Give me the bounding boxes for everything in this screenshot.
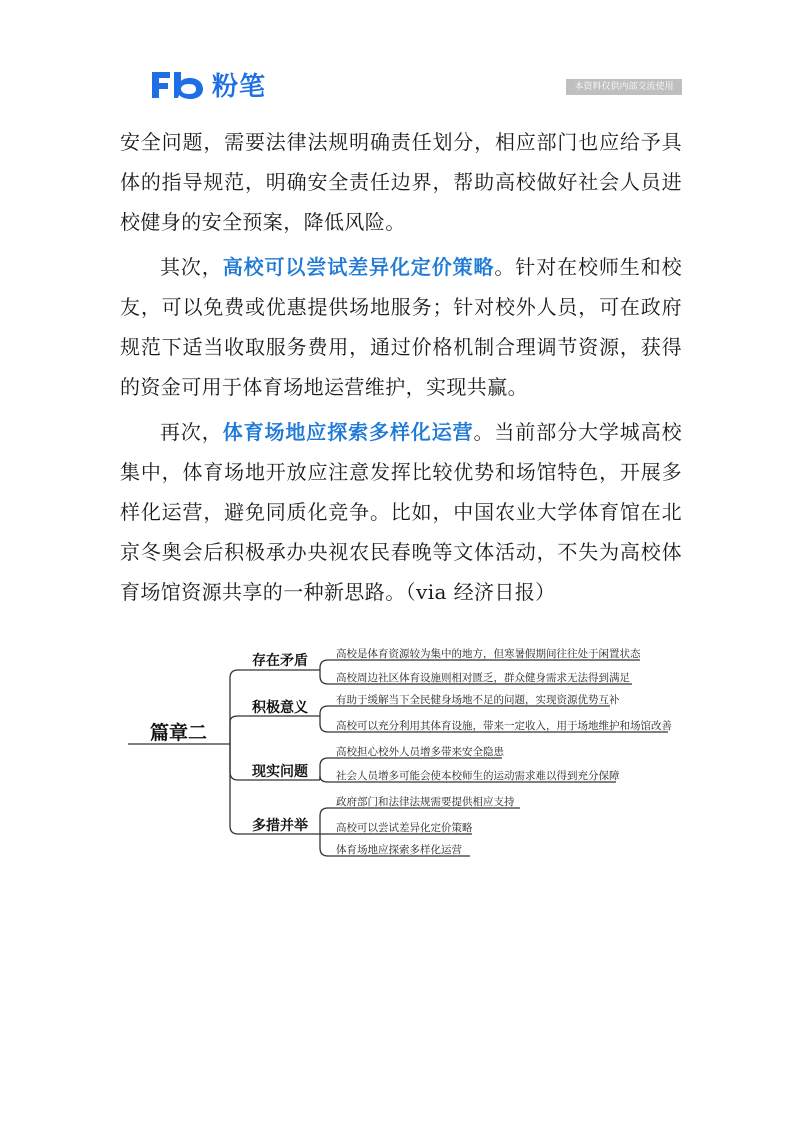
branch-label-4: 多措并举 bbox=[252, 818, 308, 834]
page-header bbox=[0, 0, 800, 110]
leaf-1-2: 高校周边社区体育设施则相对匮乏，群众健身需求无法得到满足 bbox=[336, 672, 630, 684]
leaf-1-1: 高校是体育资源较为集中的地方，但寒暑假期间往往处于闲置状态 bbox=[336, 648, 641, 660]
connector-leaf-2-2 bbox=[320, 716, 668, 732]
connector-leaf-4-1 bbox=[320, 808, 520, 834]
connector-leaf-1-2 bbox=[320, 670, 632, 684]
fb-logo-icon bbox=[148, 68, 208, 102]
connector-branch-2 bbox=[230, 716, 246, 744]
connector-branch-4 bbox=[230, 744, 246, 834]
connector-branch-3 bbox=[230, 744, 246, 780]
leaf-4-3: 体育场地应探索多样化运营 bbox=[336, 844, 462, 856]
connector-leaf-4-3 bbox=[320, 834, 470, 856]
connector-leaf-2-1 bbox=[320, 706, 610, 716]
paragraph-2-highlight: 高校可以尝试差异化定价策略 bbox=[222, 255, 495, 279]
paragraph-3-lead: 再次， bbox=[160, 420, 223, 444]
branch-label-3: 现实问题 bbox=[252, 764, 308, 780]
paragraph-3-text: 。当前部分大学城高校集中，体育场地开放应注意发挥比较优势和场馆特色，开展多样化运营，避免同质化竞争。比如，中国农业大学体育馆在北京冬奥会后积极承办央视农民春晚等文体活动，不失为高校体育场馆资源共享的一种新思路。（via 经济日报） bbox=[120, 420, 682, 604]
leaf-2-1: 有助于缓解当下全民健身场地不足的问题，实现资源优势互补 bbox=[336, 694, 620, 706]
paragraph-2 bbox=[120, 247, 682, 407]
branch-label-2: 积极意义 bbox=[252, 700, 308, 716]
paragraph-2-text: 。针对在校师生和校友，可以免费或优惠提供场地服务；针对校外人员，可在政府规范下适当收取服务费用，通过价格机制合理调节资源，获得的资金可用于体育场地运营维护，实现共赢。 bbox=[120, 255, 683, 399]
leaf-4-1: 政府部门和法律法规需要提供相应支持 bbox=[336, 796, 515, 808]
paragraph-2-lead: 其次， bbox=[160, 255, 223, 279]
leaf-4-2: 高校可以尝试差异化定价策略 bbox=[336, 822, 473, 834]
internal-use-notice: 本资料仅供内部交流使用 bbox=[566, 79, 682, 95]
leaf-2-2: 高校可以充分利用其体育设施，带来一定收入，用于场地维护和场馆改善 bbox=[336, 720, 672, 732]
leaf-3-2: 社会人员增多可能会使本校师生的运动需求难以得到充分保障 bbox=[336, 770, 620, 782]
paragraph-3-highlight: 体育场地应探索多样化运营 bbox=[222, 420, 474, 444]
leaf-3-1: 高校担心校外人员增多带来安全隐患 bbox=[336, 746, 504, 758]
connector-branch-1 bbox=[230, 670, 246, 744]
paragraph-1: 安全问题，需要法律法规明确责任划分，相应部门也应给予具体的指导规范，明确安全责任边界，帮助高校做好社会人员进校健身的安全预案，降低风险。 bbox=[120, 130, 682, 234]
logo-text: 粉笔 bbox=[212, 72, 267, 102]
branch-label-1: 存在矛盾 bbox=[252, 653, 308, 669]
connector-leaf-1-1 bbox=[320, 660, 640, 670]
connector-leaf-3-1 bbox=[320, 758, 502, 780]
paragraph-3 bbox=[120, 412, 682, 612]
mind-map-root: 篇章二 bbox=[150, 722, 208, 744]
article-body bbox=[120, 122, 682, 617]
brand-logo bbox=[148, 66, 266, 103]
connector-leaf-3-2 bbox=[320, 776, 616, 782]
